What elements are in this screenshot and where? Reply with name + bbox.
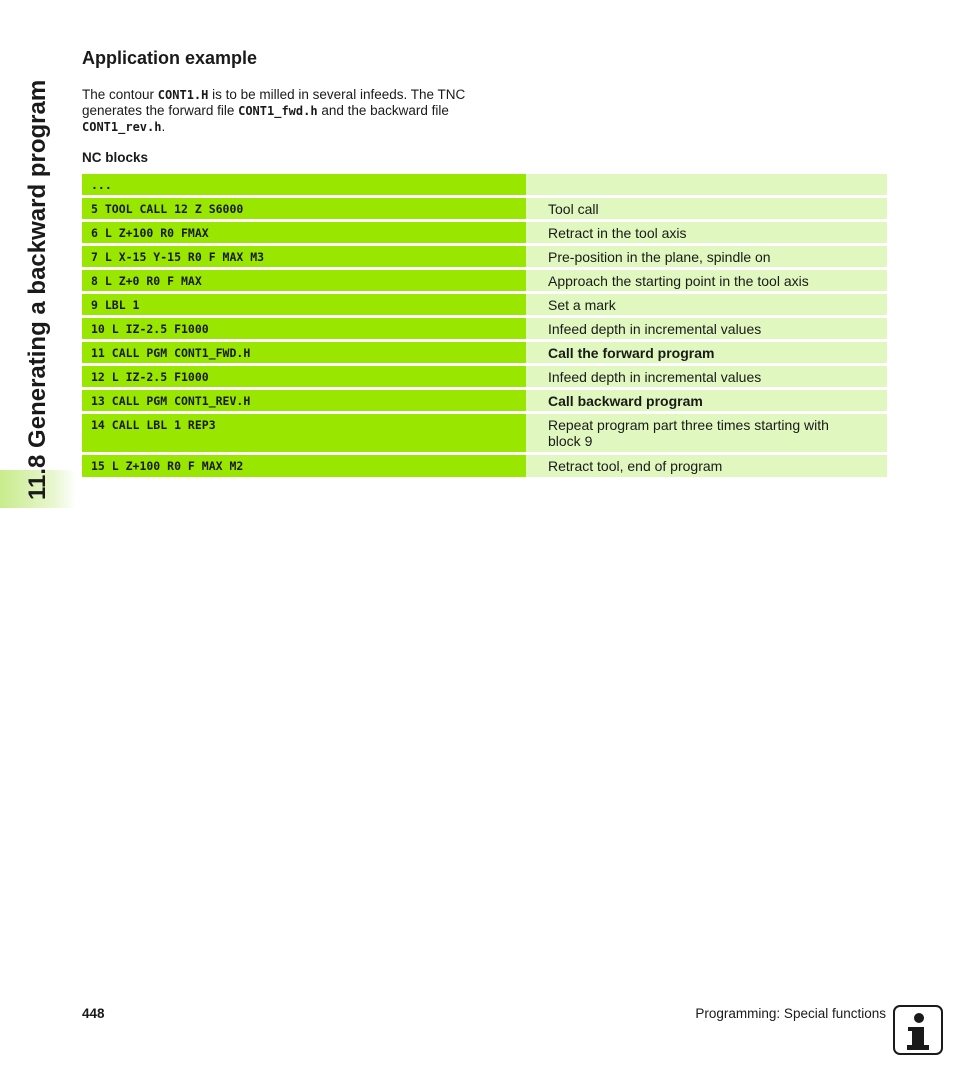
table-row — [82, 366, 887, 387]
nc-desc-cell: Infeed depth in incremental values — [526, 366, 887, 387]
table-row — [82, 342, 887, 363]
nc-code-cell: 14 CALL LBL 1 REP3 — [82, 414, 526, 452]
nc-code-cell: 12 L IZ-2.5 F1000 — [82, 366, 526, 387]
nc-desc-cell: Pre-position in the plane, spindle on — [526, 246, 887, 267]
intro-code-forward-file: CONT1_fwd.h — [238, 104, 318, 118]
page-number: 448 — [82, 1006, 105, 1021]
nc-blocks-heading: NC blocks — [82, 150, 149, 165]
nc-desc-cell: Call the forward program — [526, 342, 887, 363]
intro-text-4: . — [161, 119, 166, 134]
nc-desc-cell: Set a mark — [526, 294, 887, 315]
intro-code-backward-file: CONT1_rev.h — [82, 120, 162, 134]
nc-code-cell: 6 L Z+100 R0 FMAX — [82, 222, 526, 243]
footer-chapter-title: Programming: Special functions — [695, 1006, 886, 1021]
nc-desc-cell — [526, 174, 887, 195]
table-row — [82, 222, 887, 243]
table-row — [82, 414, 887, 452]
nc-blocks-table — [82, 174, 887, 480]
intro-text-1: The contour — [82, 87, 158, 102]
chapter-side-title: 11.8 Generating a backward program — [24, 79, 51, 500]
nc-code-cell: 7 L X-15 Y-15 R0 F MAX M3 — [82, 246, 526, 267]
nc-desc-cell: Repeat program part three times starting with block 9 — [526, 414, 887, 452]
intro-text-2: is to be milled in several infeeds. The TNC generates the forward file — [82, 87, 466, 118]
intro-paragraph — [82, 87, 512, 135]
table-row — [82, 318, 887, 339]
table-row — [82, 390, 887, 411]
nc-code-cell: 5 TOOL CALL 12 Z S6000 — [82, 198, 526, 219]
nc-desc-cell: Approach the starting point in the tool axis — [526, 270, 887, 291]
nc-code-cell: 11 CALL PGM CONT1_FWD.H — [82, 342, 526, 363]
section-title: Application example — [82, 48, 258, 68]
table-row — [82, 294, 887, 315]
nc-code-cell: 13 CALL PGM CONT1_REV.H — [82, 390, 526, 411]
table-row — [82, 198, 887, 219]
nc-desc-cell: Call backward program — [526, 390, 887, 411]
nc-desc-cell: Tool call — [526, 198, 887, 219]
nc-desc-cell: Retract in the tool axis — [526, 222, 887, 243]
nc-code-cell: ... — [82, 174, 526, 195]
table-row — [82, 246, 887, 267]
nc-code-cell: 10 L IZ-2.5 F1000 — [82, 318, 526, 339]
info-icon — [893, 1005, 943, 1055]
nc-code-cell: 15 L Z+100 R0 F MAX M2 — [82, 455, 526, 477]
nc-desc-cell: Infeed depth in incremental values — [526, 318, 887, 339]
info-icon-dot — [914, 1013, 924, 1023]
table-row — [82, 270, 887, 291]
table-row — [82, 174, 887, 195]
nc-desc-cell: Retract tool, end of program — [526, 455, 887, 477]
nc-code-cell: 9 LBL 1 — [82, 294, 526, 315]
info-icon-base — [907, 1045, 929, 1050]
intro-code-contour: CONT1.H — [157, 88, 209, 102]
nc-code-cell: 8 L Z+0 R0 F MAX — [82, 270, 526, 291]
table-row — [82, 455, 887, 477]
intro-text-3: and the backward file — [317, 103, 449, 118]
